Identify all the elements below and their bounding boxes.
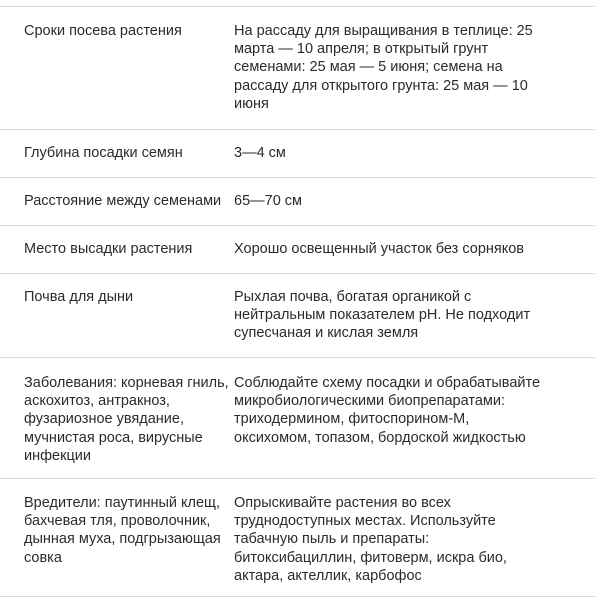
table-top-divider: [0, 0, 595, 7]
row-label: Заболевания: корневая гниль, аскохитоз, антракноз, фузариозное увядание, мучнистая роса, вирусные инфекции: [24, 375, 229, 464]
table-row-sowing-dates: [0, 7, 595, 130]
row-label: Почва для дыни: [24, 289, 134, 305]
table-row-pests: [0, 479, 595, 597]
row-value: Опрыскивайте растения во всех труднодоступных местах. Используйте табачную пыль и препараты: битоксибациллин, фитоверм, искра био, актара, актеллик, карбофос: [234, 495, 507, 584]
row-value: 65—70 см: [234, 193, 303, 209]
row-label: Сроки посева растения: [24, 23, 182, 39]
row-value: 3—4 см: [234, 145, 286, 161]
table-row-soil: [0, 274, 595, 358]
table-row-diseases: [0, 358, 595, 479]
table-row-planting-site: [0, 226, 595, 274]
row-label: Глубина посадки семян: [24, 145, 183, 161]
row-value: Соблюдайте схему посадки и обрабатывайте микробиологическими биопрепаратами: триходермином, фитоспорином-М, оксихомом, топазом, бордоской жидкостью: [234, 375, 541, 446]
row-value: На рассаду для выращивания в теплице: 25 марта — 10 апреля; в открытый грунт семенами: 25 мая — 5 июня; семена на рассаду для открытого грунта: 25 мая — 10 июня: [234, 23, 533, 112]
row-label: Место высадки растения: [24, 241, 193, 257]
table-row-seed-spacing: [0, 178, 595, 226]
row-value: Рыхлая почва, богатая органикой с нейтральным показателем рН. Не подходит супесчаная и кислая земля: [234, 289, 531, 342]
row-label: Вредители: паутинный клещ, бахчевая тля, проволочник, дынная муха, подгрызающая совка: [24, 495, 221, 566]
row-label: Расстояние между семенами: [24, 193, 222, 209]
table-row-seed-depth: [0, 130, 595, 178]
row-value: Хорошо освещенный участок без сорняков: [234, 241, 525, 257]
